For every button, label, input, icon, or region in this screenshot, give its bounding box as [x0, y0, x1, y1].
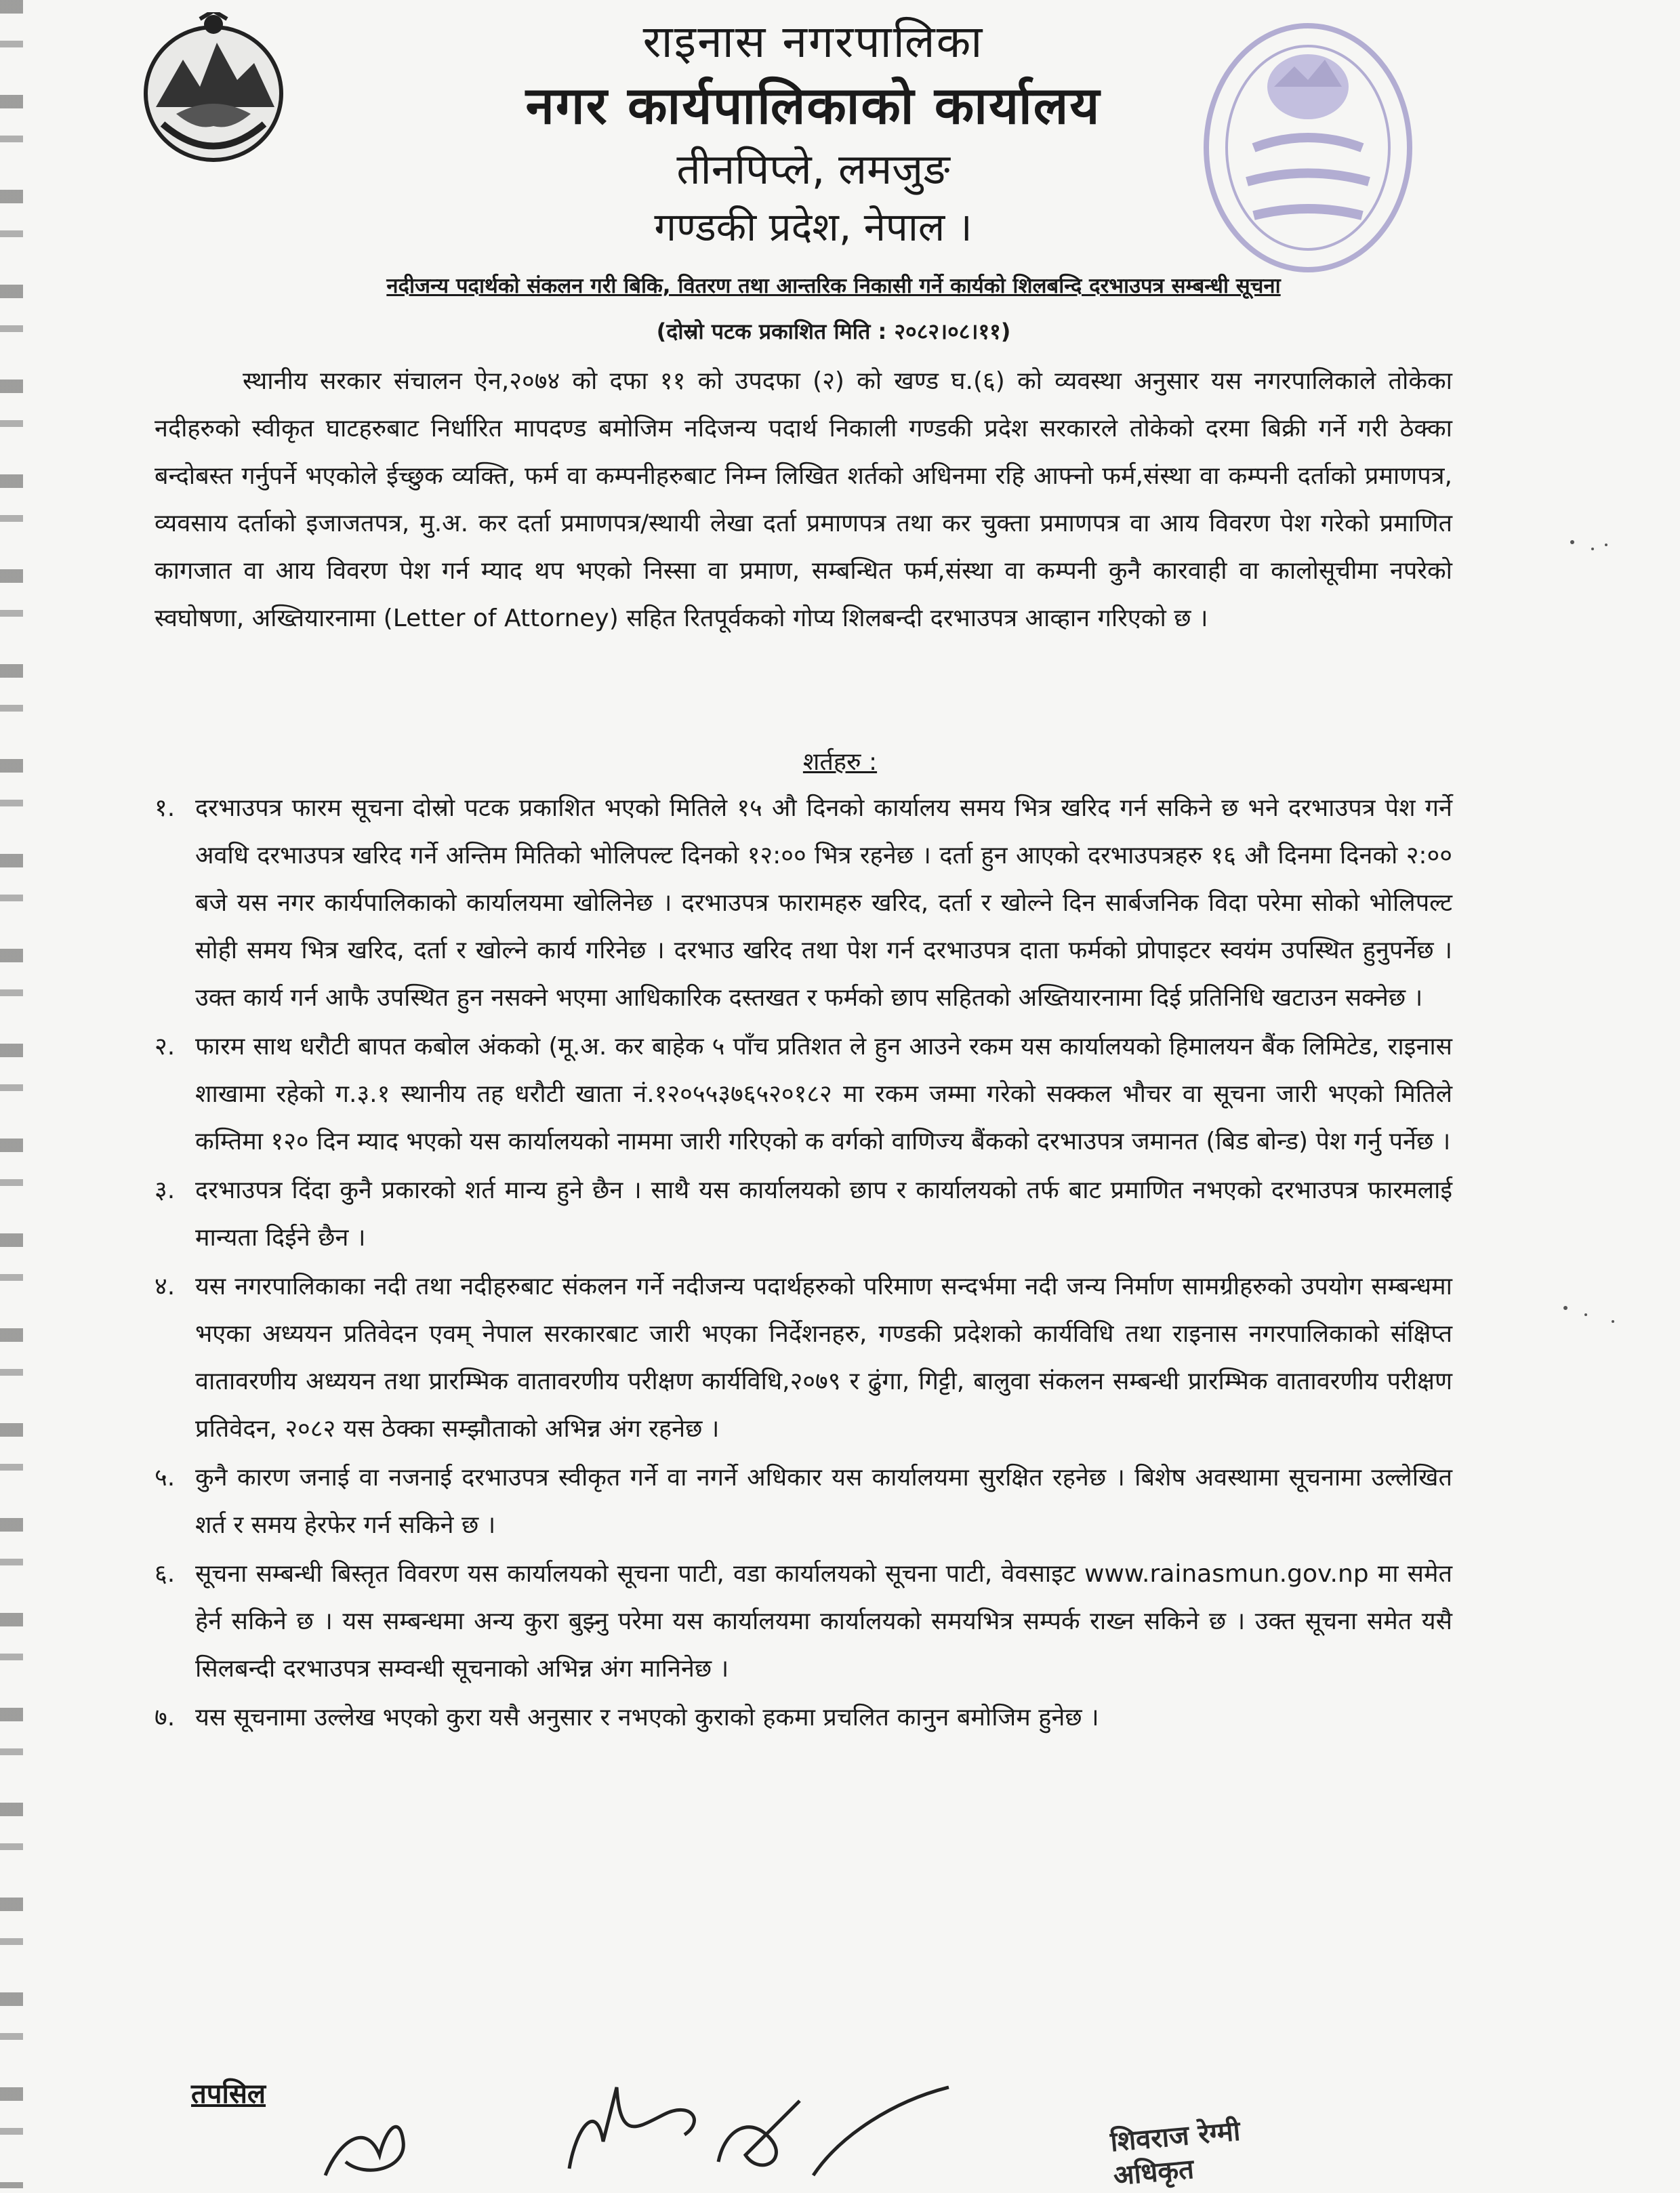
condition-item	[155, 785, 1452, 1022]
officer-role: अधिकृत	[1111, 2153, 1195, 2192]
conditions-list	[155, 785, 1452, 1742]
municipality-name: राइनास नगरपालिका	[642, 16, 984, 68]
condition-text: दरभाउपत्र दिंदा कुनै प्रकारको शर्त मान्य हुने छैन । साथै यस कार्यालयको छाप र कार्यालयको तर्फ बाट प्रमाणित नभएको दरभाउपत्र फारमलाई मान्यता दिईने छैन ।	[195, 1176, 1452, 1252]
province-country: गण्डकी प्रदेश, नेपाल ।	[654, 204, 972, 250]
scan-edge-artifact	[0, 0, 23, 2188]
schedule-label: तपसिल	[191, 2078, 266, 2110]
condition-text: यस नगरपालिकाका नदी तथा नदीहरुबाट संकलन गर्ने नदीजन्य पदार्थहरुको परिमाण सन्दर्भमा नदी जन्य निर्माण सामग्रीहरुको उपयोग सम्बन्धमा भएका अध्ययन प्रतिवेदन एवम् नेपाल सरकारबाट जारी भएका निर्देशनहरु, गण्डकी प्रदेशको कार्यविधि तथा राइनास नगरपालिकाको संक्षिप्त वातावरणीय अध्ययन तथा प्रारम्भिक वातावरणीय परीक्षण कार्यविधि,२०७९ र ढुंगा, गिट्टी, बालुवा संकलन सम्बन्धी प्रारम्भिक वातावरणीय परीक्षण प्रतिवेदन, २०८२ यस ठेक्का सम्झौताको अभिन्न अंग रहनेछ ।	[195, 1273, 1452, 1443]
publication-date: (दोस्रो पटक प्रकाशित मिति : २०८२।०८।११)	[656, 319, 1011, 344]
office-name: नगर कार्यपालिकाको कार्यालय	[525, 75, 1101, 136]
officer-name: शिवराज रेग्मी	[1109, 2115, 1242, 2158]
condition-item	[155, 1023, 1452, 1166]
condition-number: ५.	[155, 1464, 176, 1492]
condition-number: १.	[155, 794, 176, 822]
notice-title: नदीजन्य पदार्थको संकलन गरी बिकि, वितरण तथा आन्तरिक निकासी गर्ने कार्यको शिलबन्दि दरभाउपत्र सम्बन्धी सूचना	[386, 274, 1281, 298]
condition-text: दरभाउपत्र फारम सूचना दोस्रो पटक प्रकाशित भएको मितिले १५ औ दिनको कार्यालय समय भित्र खरिद गर्न सकिने छ भने दरभाउपत्र पेश गर्ने अवधि दरभाउपत्र खरिद गर्ने अन्तिम मितिको भोलिपल्ट दिनको १२:०० भित्र रहनेछ । दर्ता हुन आएको दरभाउपत्रहरु १६ औ दिनमा दिनको २:०० बजे यस नगर कार्यपालिकाको कार्यालयमा खोलिनेछ । दरभाउपत्र फारामहरु खरिद, दर्ता र खोल्ने दिन सार्बजनिक विदा परेमा सोको भोलिपल्ट सोही समय भित्र खरिद, दर्ता र खोल्ने कार्य गरिनेछ । दरभाउ खरिद तथा पेश गर्न दरभाउपत्र दाता फर्मको प्रोपाइटर स्वयंम उपस्थित हुनुपर्नेछ । उक्त कार्य गर्न आफै उपस्थित हुन नसक्ने भएमा आधिकारिक दस्तखत र फर्मको छाप सहितको अख्तियारनामा दिई प्रतिनिधि खटाउन सक्नेछ ।	[195, 794, 1452, 1012]
scan-noise	[1552, 529, 1633, 1342]
conditions-heading-text: शर्तहरु :	[802, 748, 878, 776]
condition-text: यस सूचनामा उल्लेख भएको कुरा यसै अनुसार र नभएको कुराको हकमा प्रचलित कानुन बमोजिम हुनेछ ।	[195, 1704, 1099, 1731]
condition-item	[155, 1167, 1452, 1262]
condition-item	[155, 1263, 1452, 1453]
condition-item	[155, 1694, 1452, 1742]
condition-number: ६.	[155, 1560, 176, 1588]
letterhead	[339, 12, 1288, 255]
condition-number: ४.	[155, 1273, 176, 1300]
condition-number: ७.	[155, 1704, 176, 1731]
office-location: तीनपिप्ले, लमजुङ	[676, 144, 950, 194]
nepal-emblem-icon	[136, 12, 291, 168]
condition-item	[155, 1551, 1452, 1693]
conditions-heading	[0, 745, 1680, 779]
signatures-icon	[285, 2060, 1247, 2188]
condition-text: सूचना सम्बन्धी बिस्तृत विवरण यस कार्यालयको सूचना पाटी, वडा कार्यालयको सूचना पाटी, वेवसाइट www.rainasmun.gov.np मा समेत हेर्न सकिने छ । यस सम्बन्धमा अन्य कुरा बुझ्नु परेमा यस कार्यालयमा कार्यालयको समयभित्र सम्पर्क राख्न सकिने छ । उक्त सूचना समेत यसै सिलबन्दी दरभाउपत्र सम्वन्धी सूचनाको अभिन्न अंग मानिनेछ ।	[195, 1560, 1452, 1683]
condition-item	[155, 1454, 1452, 1549]
condition-text: फारम साथ धरौटी बापत कबोल अंकको (मू.अ. कर बाहेक ५ पाँच प्रतिशत ले हुन आउने रकम यस कार्यालयको हिमालयन बैंक लिमिटेड, राइनास शाखामा रहेको ग.३.१ स्थानीय तह धरौटी खाता नं.१२०५५३७६५२०१८२ मा रकम जम्मा गरेको सक्कल भौचर वा सूचना जारी भएको मितिले कम्तिमा १२० दिन म्याद भएको यस कार्यालयको नाममा जारी गरिएको क वर्गको वाणिज्य बैंकको दरभाउपत्र जमानत (बिड बोन्ड) पेश गर्नु पर्नेछ ।	[195, 1033, 1452, 1155]
condition-text: कुनै कारण जनाई वा नजनाई दरभाउपत्र स्वीकृत गर्ने वा नगर्ने अधिकार यस कार्यालयमा सुरक्षित रहनेछ । बिशेष अवस्थामा सूचनामा उल्लेखित शर्त र समय हेरफेर गर्न सकिने छ ।	[195, 1464, 1452, 1539]
condition-number: २.	[155, 1033, 176, 1061]
condition-number: ३.	[155, 1176, 176, 1204]
notice-body: स्थानीय सरकार संचालन ऐन,२०७४ को दफा ११ को उपदफा (२) को खण्ड घ.(६) को व्यवस्था अनुसार यस नगरपालिकाले तोकेका नदीहरुको स्वीकृत घाटहरुबाट निर्धारित मापदण्ड बमोजिम नदिजन्य पदार्थ निकाली गण्डकी प्रदेश सरकारले तोकेको दरमा बिक्री गर्ने गरी ठेक्का बन्दोबस्त गर्नुपर्ने भएकोले ईच्छुक व्यक्ति, फर्म वा कम्पनीहरुबाट निम्न लिखित शर्तको अधिनमा रहि आफ्नो फर्म,संस्था वा कम्पनी दर्ताको प्रमाणपत्र, व्यवसाय दर्ताको इजाजतपत्र, मु.अ. कर दर्ता प्रमाणपत्र/स्थायी लेखा दर्ता प्रमाणपत्र तथा कर चुक्ता प्रमाणपत्र वा आय विवरण पेश गरेको प्रमाणित कागजात वा आय विवरण पेश गर्न म्याद थप भएको निस्सा वा प्रमाण, सम्बन्धित फर्म,संस्था वा कम्पनी कुनै कारवाही वा कालोसूचीमा नपरेको स्वघोषणा, अख्तियारनामा (Letter of Attorney) सहित रितपूर्वकको गोप्य शिलबन्दी दरभाउपत्र आव्हान गरिएको छ ।	[155, 367, 1452, 632]
